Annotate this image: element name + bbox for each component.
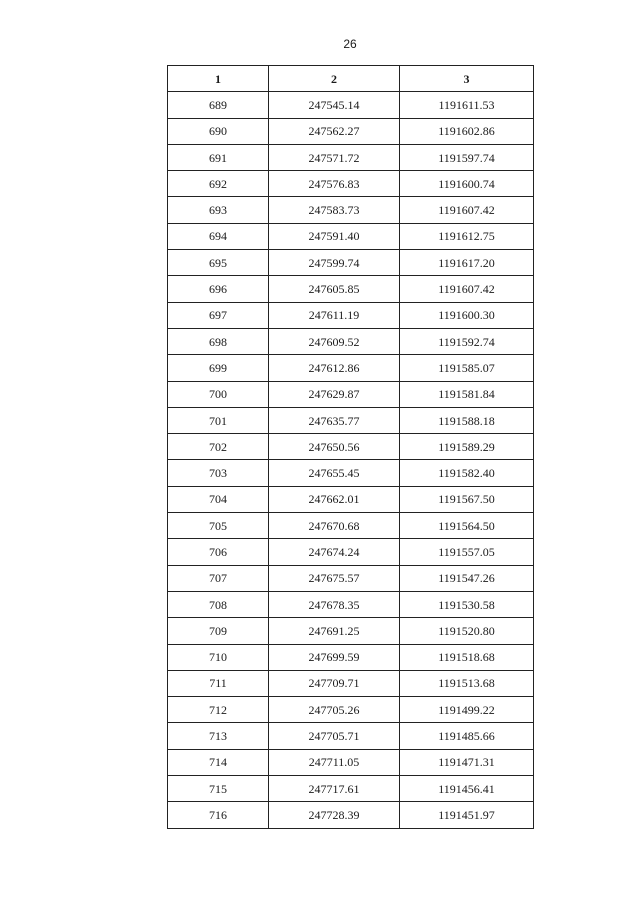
cell-x-coordinate: 247545.14 — [269, 92, 400, 118]
cell-y-coordinate: 1191600.74 — [400, 171, 534, 197]
cell-y-coordinate: 1191617.20 — [400, 250, 534, 276]
cell-point-number: 706 — [168, 539, 269, 565]
cell-y-coordinate: 1191499.22 — [400, 697, 534, 723]
cell-x-coordinate: 247678.35 — [269, 591, 400, 617]
cell-x-coordinate: 247609.52 — [269, 328, 400, 354]
table-row — [168, 118, 534, 144]
cell-point-number: 695 — [168, 250, 269, 276]
table-row — [168, 355, 534, 381]
cell-point-number: 691 — [168, 144, 269, 170]
cell-y-coordinate: 1191451.97 — [400, 802, 534, 828]
table-body — [168, 92, 534, 828]
cell-x-coordinate: 247709.71 — [269, 670, 400, 696]
cell-x-coordinate: 247611.19 — [269, 302, 400, 328]
cell-y-coordinate: 1191612.75 — [400, 223, 534, 249]
table-row — [168, 539, 534, 565]
table-row — [168, 302, 534, 328]
cell-point-number: 694 — [168, 223, 269, 249]
table-row — [168, 802, 534, 828]
table-row — [168, 749, 534, 775]
cell-x-coordinate: 247717.61 — [269, 776, 400, 802]
cell-y-coordinate: 1191547.26 — [400, 565, 534, 591]
cell-point-number: 709 — [168, 618, 269, 644]
cell-point-number: 710 — [168, 644, 269, 670]
cell-point-number: 713 — [168, 723, 269, 749]
cell-y-coordinate: 1191592.74 — [400, 328, 534, 354]
cell-x-coordinate: 247699.59 — [269, 644, 400, 670]
cell-y-coordinate: 1191485.66 — [400, 723, 534, 749]
cell-y-coordinate: 1191607.42 — [400, 197, 534, 223]
cell-x-coordinate: 247675.57 — [269, 565, 400, 591]
column-header-point: 1 — [168, 66, 269, 92]
table-row — [168, 460, 534, 486]
cell-y-coordinate: 1191513.68 — [400, 670, 534, 696]
cell-x-coordinate: 247674.24 — [269, 539, 400, 565]
table-row — [168, 513, 534, 539]
cell-x-coordinate: 247705.71 — [269, 723, 400, 749]
table-header-row — [168, 66, 534, 92]
table-row — [168, 223, 534, 249]
cell-point-number: 690 — [168, 118, 269, 144]
cell-point-number: 692 — [168, 171, 269, 197]
cell-y-coordinate: 1191530.58 — [400, 591, 534, 617]
table-row — [168, 328, 534, 354]
table-row — [168, 144, 534, 170]
cell-y-coordinate: 1191520.80 — [400, 618, 534, 644]
column-header-x: 2 — [269, 66, 400, 92]
cell-y-coordinate: 1191471.31 — [400, 749, 534, 775]
table-row — [168, 250, 534, 276]
table-row — [168, 670, 534, 696]
table-row — [168, 644, 534, 670]
cell-x-coordinate: 247650.56 — [269, 434, 400, 460]
cell-point-number: 715 — [168, 776, 269, 802]
table-row — [168, 434, 534, 460]
cell-x-coordinate: 247583.73 — [269, 197, 400, 223]
cell-y-coordinate: 1191597.74 — [400, 144, 534, 170]
cell-y-coordinate: 1191588.18 — [400, 407, 534, 433]
cell-y-coordinate: 1191582.40 — [400, 460, 534, 486]
cell-x-coordinate: 247612.86 — [269, 355, 400, 381]
table-row — [168, 591, 534, 617]
cell-point-number: 693 — [168, 197, 269, 223]
cell-point-number: 701 — [168, 407, 269, 433]
cell-x-coordinate: 247571.72 — [269, 144, 400, 170]
cell-point-number: 699 — [168, 355, 269, 381]
cell-point-number: 689 — [168, 92, 269, 118]
table-row — [168, 171, 534, 197]
cell-point-number: 705 — [168, 513, 269, 539]
page-number: 26 — [343, 37, 357, 51]
cell-x-coordinate: 247655.45 — [269, 460, 400, 486]
table-row — [168, 697, 534, 723]
cell-x-coordinate: 247728.39 — [269, 802, 400, 828]
cell-x-coordinate: 247605.85 — [269, 276, 400, 302]
column-header-y: 3 — [400, 66, 534, 92]
cell-y-coordinate: 1191564.50 — [400, 513, 534, 539]
cell-x-coordinate: 247591.40 — [269, 223, 400, 249]
cell-x-coordinate: 247691.25 — [269, 618, 400, 644]
cell-point-number: 697 — [168, 302, 269, 328]
cell-y-coordinate: 1191602.86 — [400, 118, 534, 144]
table-row — [168, 618, 534, 644]
cell-y-coordinate: 1191581.84 — [400, 381, 534, 407]
cell-y-coordinate: 1191600.30 — [400, 302, 534, 328]
cell-y-coordinate: 1191456.41 — [400, 776, 534, 802]
cell-point-number: 696 — [168, 276, 269, 302]
cell-point-number: 702 — [168, 434, 269, 460]
cell-x-coordinate: 247599.74 — [269, 250, 400, 276]
cell-point-number: 714 — [168, 749, 269, 775]
cell-y-coordinate: 1191611.53 — [400, 92, 534, 118]
table-row — [168, 723, 534, 749]
cell-point-number: 700 — [168, 381, 269, 407]
cell-y-coordinate: 1191589.29 — [400, 434, 534, 460]
cell-y-coordinate: 1191607.42 — [400, 276, 534, 302]
table-row — [168, 92, 534, 118]
cell-x-coordinate: 247562.27 — [269, 118, 400, 144]
cell-x-coordinate: 247670.68 — [269, 513, 400, 539]
cell-point-number: 698 — [168, 328, 269, 354]
cell-x-coordinate: 247635.77 — [269, 407, 400, 433]
cell-x-coordinate: 247629.87 — [269, 381, 400, 407]
table-row — [168, 486, 534, 512]
cell-y-coordinate: 1191518.68 — [400, 644, 534, 670]
table-row — [168, 197, 534, 223]
table-row — [168, 776, 534, 802]
cell-y-coordinate: 1191567.50 — [400, 486, 534, 512]
cell-y-coordinate: 1191557.05 — [400, 539, 534, 565]
cell-y-coordinate: 1191585.07 — [400, 355, 534, 381]
cell-x-coordinate: 247705.26 — [269, 697, 400, 723]
cell-point-number: 716 — [168, 802, 269, 828]
cell-x-coordinate: 247576.83 — [269, 171, 400, 197]
table-row — [168, 381, 534, 407]
cell-x-coordinate: 247711.05 — [269, 749, 400, 775]
cell-point-number: 703 — [168, 460, 269, 486]
cell-x-coordinate: 247662.01 — [269, 486, 400, 512]
table-row — [168, 565, 534, 591]
table-row — [168, 407, 534, 433]
cell-point-number: 712 — [168, 697, 269, 723]
cell-point-number: 704 — [168, 486, 269, 512]
table-row — [168, 276, 534, 302]
coordinates-table — [167, 65, 534, 829]
cell-point-number: 707 — [168, 565, 269, 591]
cell-point-number: 708 — [168, 591, 269, 617]
cell-point-number: 711 — [168, 670, 269, 696]
